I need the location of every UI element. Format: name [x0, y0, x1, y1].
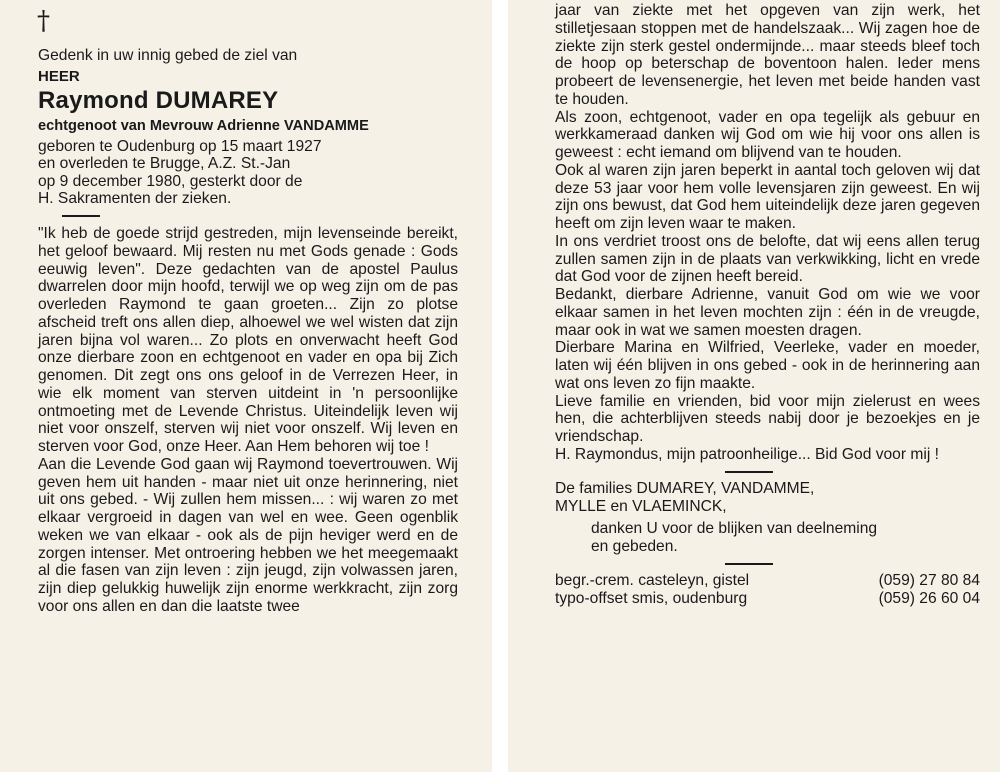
divider — [725, 471, 773, 473]
credit-phone: (059) 26 60 04 — [878, 589, 980, 607]
page-gutter — [492, 0, 508, 772]
thanks-line: danken U voor de blijken van deelneming en gebeden. — [591, 519, 878, 555]
cross-icon: † — [37, 6, 50, 36]
birth-death-details: geboren te Oudenburg op 15 maart 1927 en overleden te Brugge, A.Z. St.-Jan op 9 december 1980, gesterkt door de H. Sakramenten der zieken. — [38, 138, 322, 207]
intro-line: Gedenk in uw innig gebed de ziel van — [38, 47, 298, 64]
credit-name: begr.-crem. casteleyn, gistel — [555, 571, 750, 589]
right-body-text: jaar van ziekte met het opgeven van zijn werk, het stilletjesaan stoppen met de handelszaak... Wij zagen hoe de ziekte zijn sterk gestel ondermijnde... maar steeds bleef toch de hoop op beterschap de boventoon halen. Ieder mens probeert de levensenergie, het leven met beide handen vast te houden. Als zoon, echtgenoot, vader en opa tegelijk als gebuur en werkkameraad danken wij God om wie hij voor ons allen is geweest : echt iemand om blijvend van te houden. Ook al waren zijn jaren beperkt in aantal toch geloven wij dat deze 53 jaar voor hem volle levensjaren zijn geweest. En wij zijn ons bewust, dat God hem uiteindelijk deze jaren gegeven heeft om zijn leven waar te maken. In ons verdriet troost ons de belofte, dat wij eens allen terug zullen samen zijn in de plaats van verkwikking, licht en vrede dat God voor de zijnen heeft bereid. Bedankt, dierbare Adrienne, vanuit God om wie we voor elkaar samen in het leven mochten zijn : één in de vreugde, maar ook in wat we samen moesten dragen. Dierbare Marina en Wilfried, Veerleke, vader en moeder, laten wij één blijven in ons gebed - ook in de herinnering aan wat ons leven zo fijn maakte. Lieve familie en vrienden, bid voor mijn zielerust en wees hen, die achterblijven steeds nabij door je bezoekjes en je vriendschap. H. Raymondus, mijn patroonheilige... Bid God voor mij ! — [555, 2, 980, 463]
right-page — [508, 0, 1000, 772]
left-body-text: "Ik heb de goede strijd gestreden, mijn levenseinde bereikt, het geloof bewaard. Mij resten nu met Gods genade : Gods eeuwig leven". Deze gedachten van de apostel Paulus dwarrelen door mijn hoofd, terwijl we op weg zijn om de pas overleden Raymond te gaan groeten... Zijn zo plotse afscheid treft ons allen diep, alhoewel we wel wisten dat zijn jaren bijna vol waren... Zo plots en onverwacht heeft God onze dierbare zoon en echtgenoot en vader en opa bij Zich genomen. Dit zegt ons ons geloof in de Verrezen Heer, in wie elk moment van sterven uitdeint in 'n persoonlijke ontmoeting met de Levende Christus. Uiteindelijk leven wij niet voor onszelf, sterven wij niet voor onszelf. Wij leven en sterven voor God, onze Heer. Aan Hem behoren wij toe ! Aan die Levende God gaan wij Raymond toevertrouwen. Wij geven hem uit handen - maar niet uit onze herinnering, niet uit ons gebed. - Wij zullen hem missen... : wij waren zo met elkaar vergroeid in dagen van wel en wee. Geen ogenblik weken we van elkaar - ook als de pijn heviger werd en de zorgen intenser. Met ontroering hebben we het meegemaakt al die fasen van zijn leven : zijn jeugd, zijn volwassen jaren, zijn diep gelukkig huwelijk zijn enorme werkkracht, zijn zorg voor ons allen en dan die laatste twee — [38, 225, 458, 615]
left-column — [38, 47, 458, 616]
families-line: De families DUMAREY, VANDAMME, MYLLE en VLAEMINCK, — [555, 479, 815, 515]
deceased-name: Raymond DUMAREY — [38, 87, 279, 114]
right-column — [555, 2, 980, 608]
divider — [725, 563, 773, 565]
credit-row — [555, 572, 980, 590]
credit-row — [555, 590, 980, 608]
title-heer: HEER — [38, 68, 80, 85]
spouse-line: echtgenoot van Mevrouw Adrienne VANDAMME — [38, 118, 369, 134]
left-page — [0, 0, 492, 772]
credit-name: typo-offset smis, oudenburg — [555, 589, 748, 607]
credit-phone: (059) 27 80 84 — [878, 571, 980, 589]
divider — [62, 215, 100, 217]
